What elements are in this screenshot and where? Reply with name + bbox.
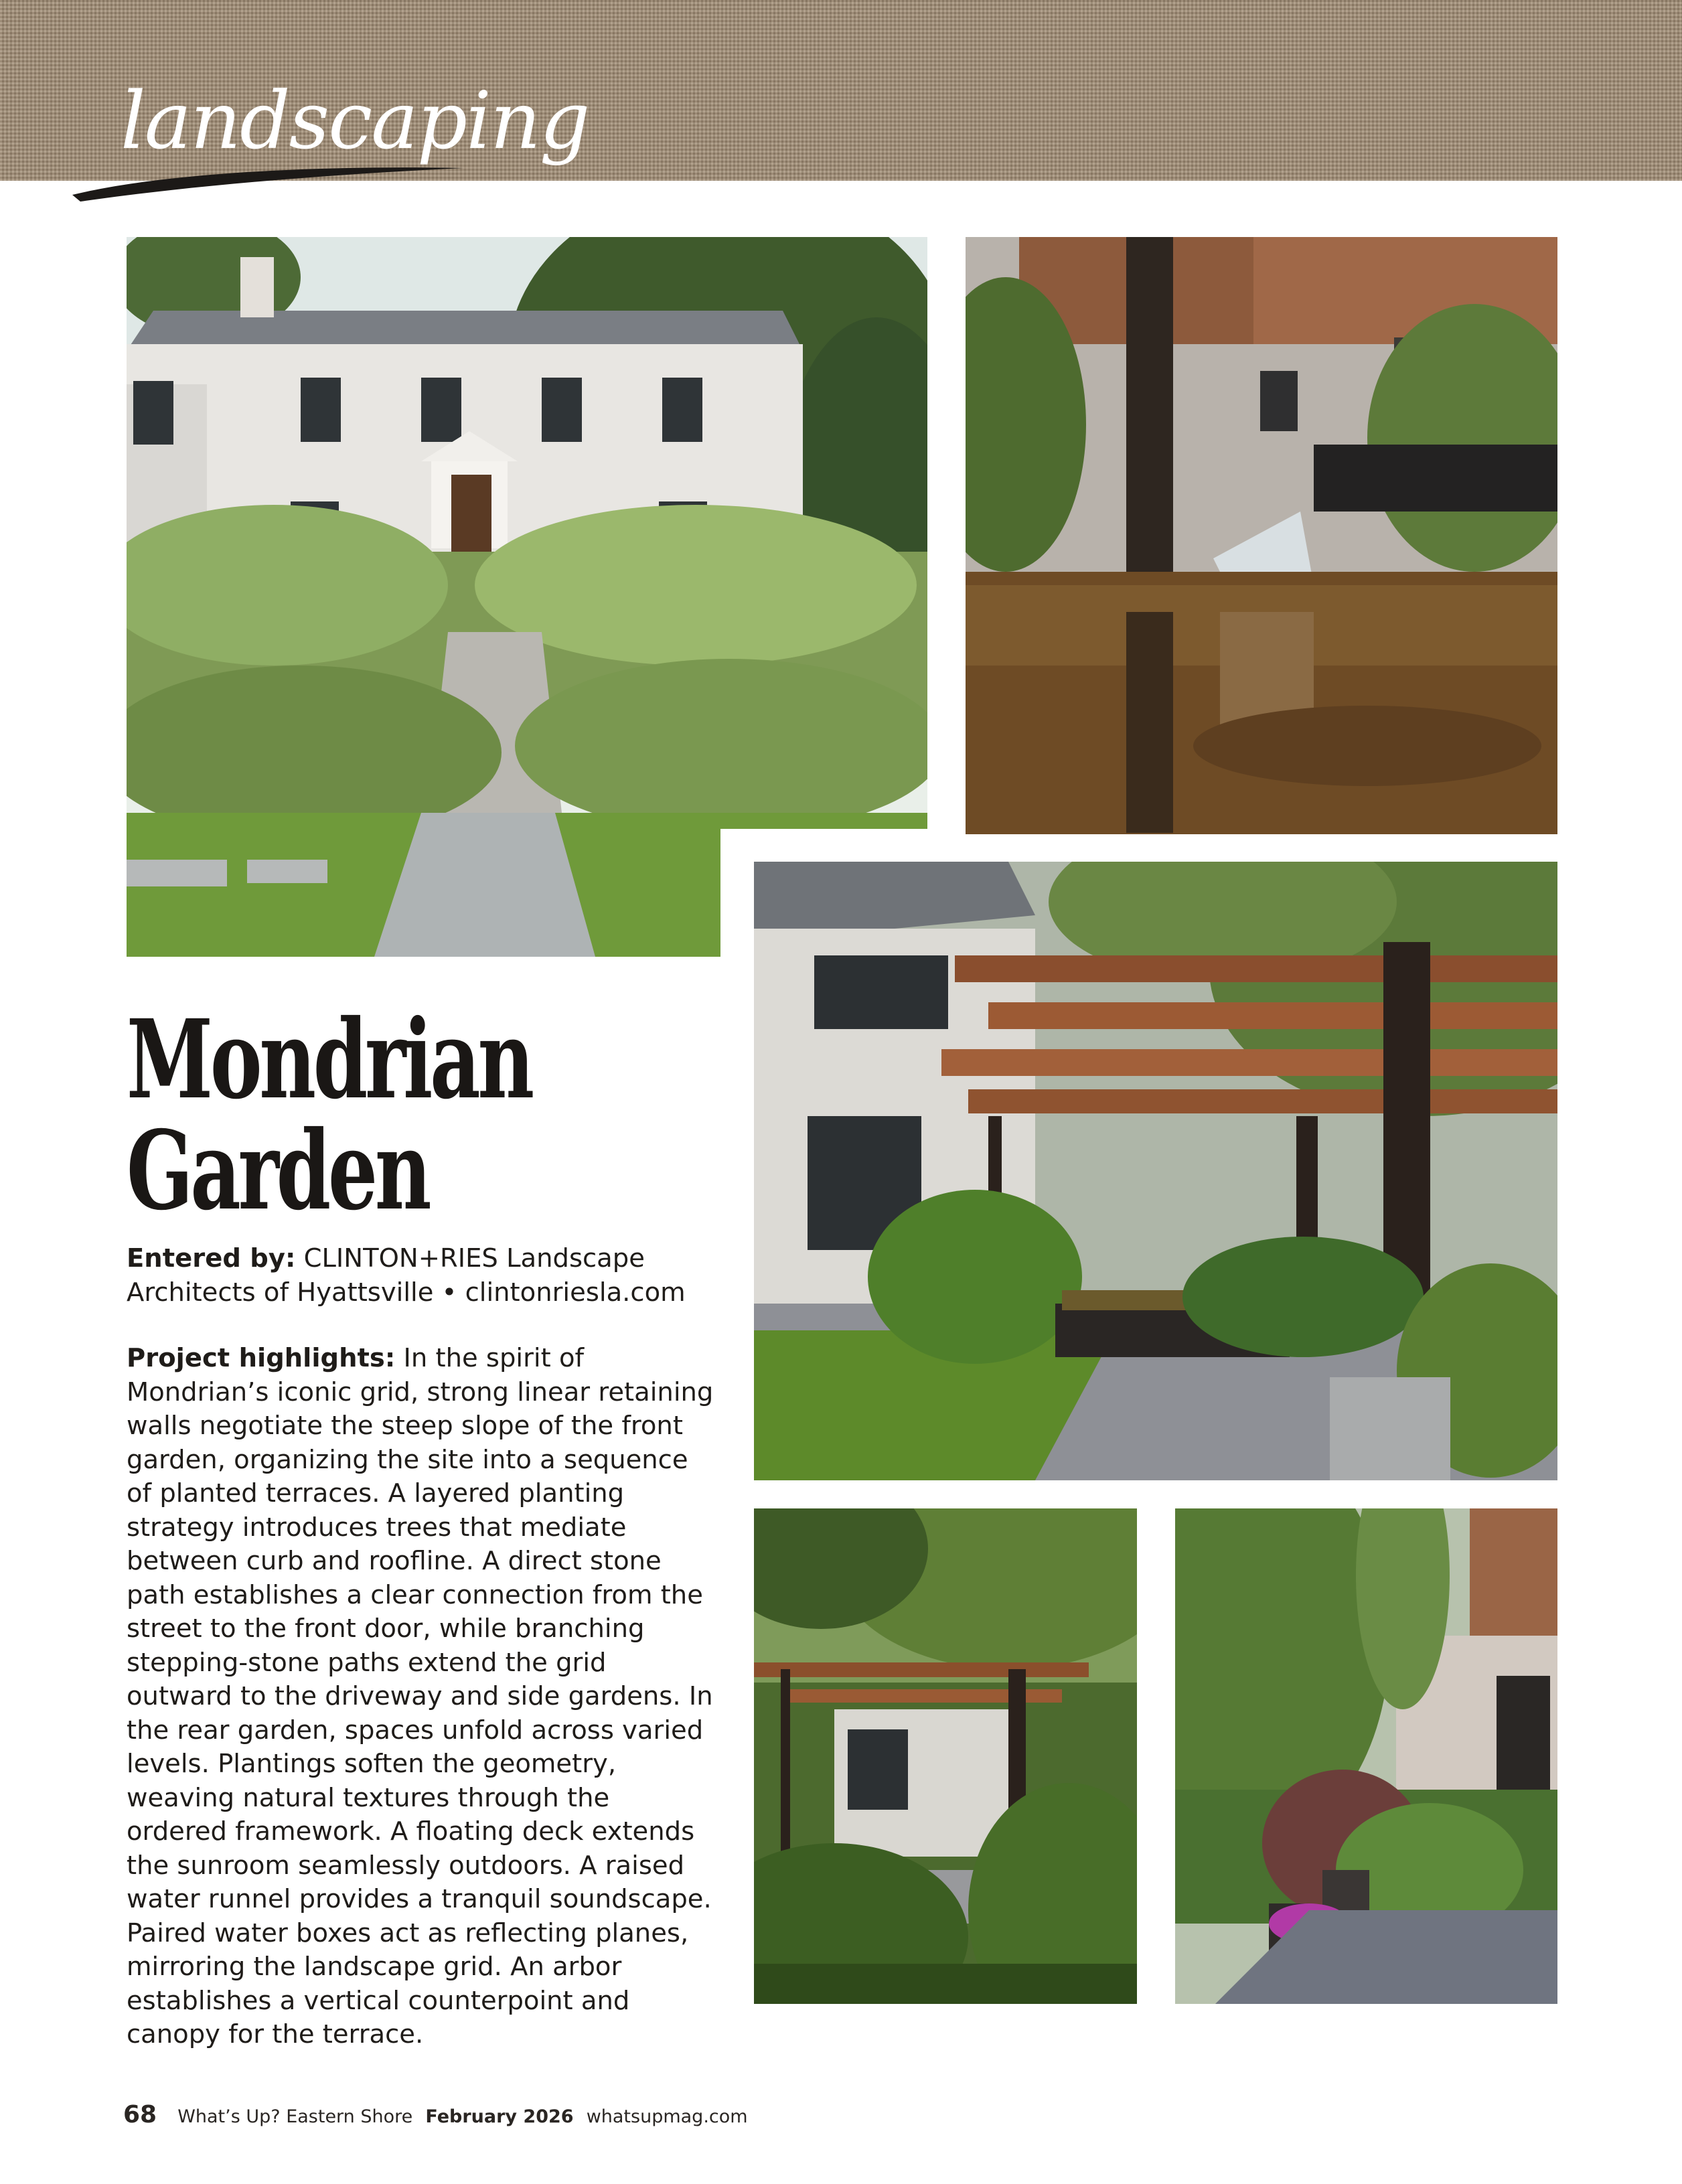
- page-number: 68: [123, 2101, 157, 2128]
- photo-side-garden-planters: [1175, 1508, 1557, 2004]
- article-title-line-2: Garden: [127, 1107, 429, 1235]
- photo-rear-garden-path: [754, 1508, 1137, 2004]
- highlights-text: In the spirit of Mondrian’s iconic grid, strong linear retaining walls negotiate the steep slope of the front garden, organizing the site into a sequence of planted terraces. A layered planting strategy introduces trees that mediate between curb and roofline. A direct stone path establishes a clear connection from the street to the front door, while branching stepping-stone paths extend the grid outward to the driveway and side gardens. In the rear garden, spaces unfold across varied levels. Plantings soften the geometry, weaving natural textures through the ordered framework. A floating deck extends the sunroom seamlessly outdoors. A raised water runnel provides a tranquil soundscape. Paired water boxes act as reflecting planes, mirroring the landscape grid. An arbor establishes a vertical counterpoint and canopy for the terrace.: [127, 1343, 714, 2049]
- photo-water-feature: [966, 237, 1557, 834]
- article-body: [127, 1342, 716, 2052]
- issue-date: February 2026: [425, 2106, 574, 2127]
- article-title: [127, 996, 560, 1235]
- page-footer: [123, 2098, 748, 2132]
- highlights-label: Project highlights:: [127, 1343, 396, 1373]
- credit-label: Entered by:: [127, 1243, 296, 1273]
- section-label: landscaping: [121, 74, 589, 167]
- section-underline-swoosh: [67, 164, 469, 204]
- photo-rear-terrace-arbor: [754, 862, 1557, 1480]
- magazine-name: What’s Up? Eastern Shore: [177, 2106, 413, 2127]
- credit-text: CLINTON+RIES Landscape Architects of Hyattsville • clintonriesla.com: [127, 1243, 686, 1308]
- article-title-line-1: Mondrian: [127, 996, 532, 1123]
- article-credit: [127, 1242, 716, 1310]
- website: whatsupmag.com: [586, 2106, 748, 2127]
